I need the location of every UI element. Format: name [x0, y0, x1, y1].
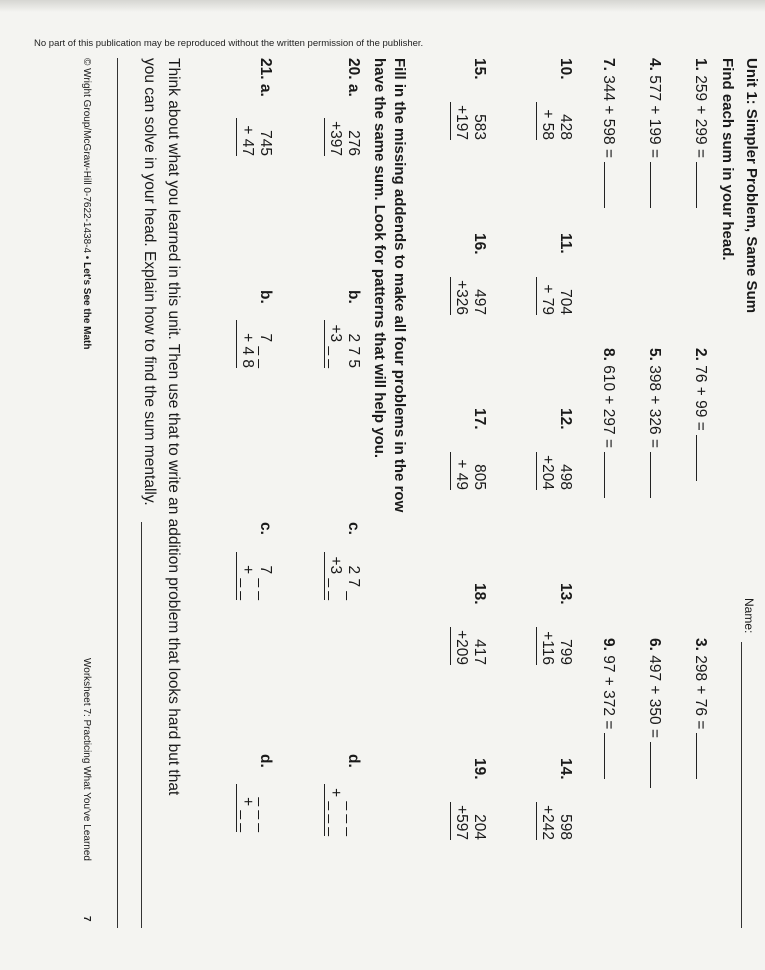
answer-blank[interactable] — [604, 733, 618, 779]
problem-6: 6. 497 + 350 = — [645, 638, 664, 788]
section1-instructions: Find each sum in your head. — [719, 58, 736, 261]
answer-line-2[interactable] — [117, 58, 118, 928]
problem-9: 9. 97 + 372 = — [599, 638, 618, 779]
answer-blank[interactable] — [650, 452, 664, 498]
problem-5: 5. 398 + 326 = — [645, 348, 664, 498]
answer-blank[interactable] — [650, 742, 664, 788]
unit-title: Unit 1: Simpler Problem, Same Sum — [743, 58, 760, 314]
rotated-worksheet: Unit 1: Simpler Problem, Same Sum Name: Find each sum in your head. 1. 259 + 299 = 2. 76 + 99 = 3. 298 + 76 = 4. 577 + 199 = 5. 398 + 326 = 6. 497 + 350 = 7. 344 + 598 = 8. 610 + 297 = 9. 97 + 372 = 10. 428 + 58 11. 704 + 79 12. 498 +204 13. 799 +116 14. 598 +242 15. 583 +197 16. 497 +326 17. 805 + 49 18. 417 +209 19. 204 +597 Fill in the missing addends to make all four problems in the row have the same sum. Look for patterns that will help you. 20. a. 276 +397 b. 2 7 5 +3 _ _ c. 2 7 _ +3 _ _ d. _ _ _ + _ _ _ 21. a. 745 + 47 b. 7 _ _ + 4 8 c. 7 _ _ + _ _ d. _ _ _ + _ _ Think about what you learned in this unit. Then use that to write an addition problem that looks hard but that you can solve in your head. Explain how to find the sum mentally. © Wright Group/McGraw-Hill 0-7622-1438-4 • Let's See the Math Worksheet 7: Practicing What You've Learned 7 — [74, 58, 764, 928]
answer-line-1[interactable] — [141, 522, 142, 928]
scan-edge — [0, 0, 765, 12]
copyright-notice: No part of this publication may be reproduced without the written permission of the publisher. — [34, 38, 424, 49]
footer-series: Let's See the Math — [81, 262, 92, 350]
problem-2: 2. 76 + 99 = — [691, 348, 710, 481]
footer-worksheet: Worksheet 7: Practicing What You've Learned — [81, 658, 92, 861]
answer-blank[interactable] — [650, 162, 664, 208]
name-line[interactable] — [741, 642, 742, 928]
problem-4: 4. 577 + 199 = — [645, 58, 664, 208]
problem-1: 1. 259 + 299 = — [691, 58, 710, 208]
page-number: 7 — [81, 916, 92, 922]
answer-blank[interactable] — [696, 435, 710, 481]
section2-instructions-line2: have the same sum. Look for patterns that will help you. — [371, 58, 388, 459]
footer-publisher: © Wright Group/McGraw-Hill 0-7622-1438-4 • Let's See the Math — [81, 58, 92, 350]
answer-blank[interactable] — [696, 162, 710, 208]
reflection-line1: Think about what you learned in this unit. Then use that to write an addition problem that looks hard but that — [165, 58, 182, 796]
problem-8: 8. 610 + 297 = — [599, 348, 618, 498]
problem-7: 7. 344 + 598 = — [599, 58, 618, 208]
answer-blank[interactable] — [604, 162, 618, 208]
section2-instructions-line1: Fill in the missing addends to make all four problems in the row — [391, 58, 408, 513]
answer-blank[interactable] — [696, 733, 710, 779]
reflection-line2: you can solve in your head. Explain how to find the sum mentally. — [141, 58, 158, 506]
answer-blank[interactable] — [604, 452, 618, 498]
name-label: Name: — [742, 598, 756, 634]
problem-3: 3. 298 + 76 = — [691, 638, 710, 779]
